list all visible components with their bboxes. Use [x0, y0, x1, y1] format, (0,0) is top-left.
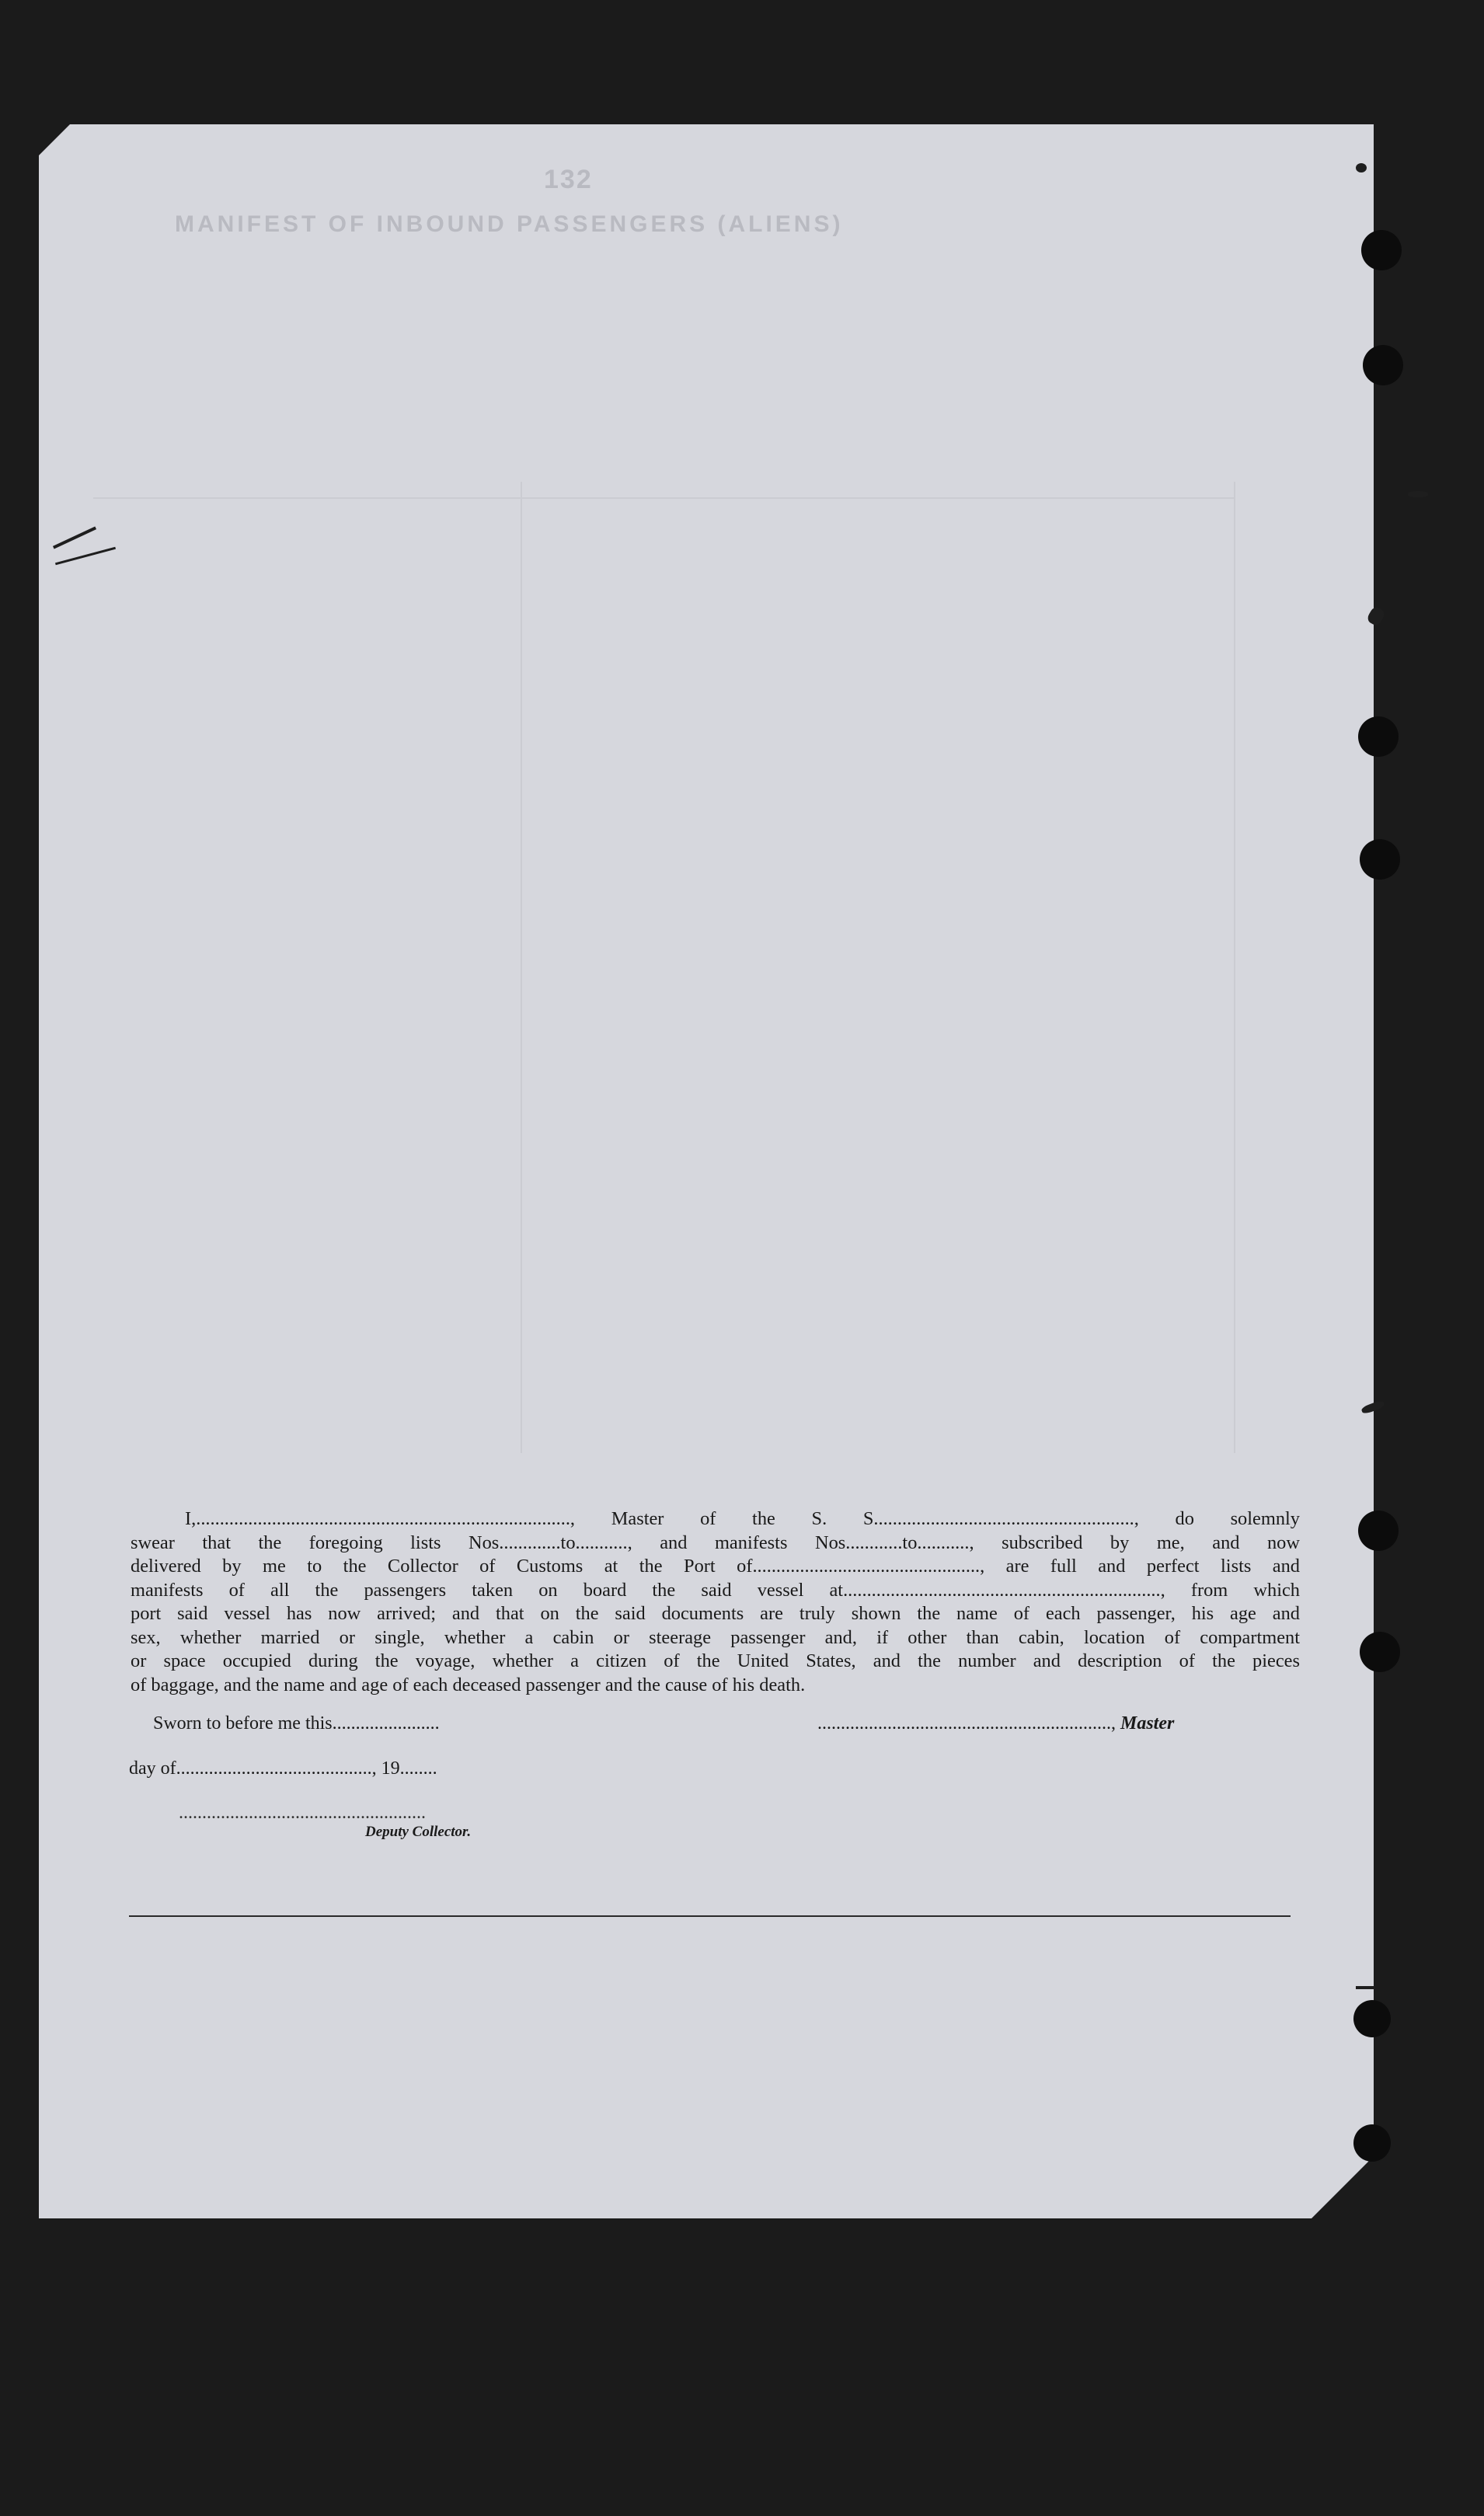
bottom-divider: [129, 1915, 1291, 1917]
folded-corner-bottom-right: [1312, 2156, 1374, 2218]
ink-stain: [1408, 491, 1428, 497]
punch-hole: [1358, 716, 1399, 757]
oath-line: of baggage, and the name and age of each deceased passenger and the cause of his death.: [131, 1674, 806, 1695]
oath-line: or space occupied during the voyage, whether a citizen of the United States, and the number and description of the pieces: [131, 1650, 1300, 1671]
faint-column-line: [521, 482, 522, 1453]
ink-stain: [1356, 1986, 1374, 1989]
punch-hole: [1363, 345, 1403, 385]
oath-line: I,..............................................................................., Master of the S. S......................................................., do solemnly: [185, 1508, 1300, 1529]
deputy-collector-label: Deputy Collector.: [365, 1824, 472, 1840]
oath-line: sex, whether married or single, whether a cabin or steerage passenger and, if other than cabin, location of compartment: [131, 1626, 1300, 1648]
oath-line: manifests of all the passengers taken on board the said vessel at..................................................................., from which: [131, 1579, 1300, 1601]
oath-line: swear that the foregoing lists Nos.............to..........., and manifests Nos............to..........., subscribed by me, and now: [131, 1532, 1300, 1553]
master-label: Master: [1120, 1713, 1175, 1734]
punch-hole: [1360, 1632, 1400, 1672]
master-signature-dots: ...............................................................,: [817, 1713, 1120, 1734]
punch-hole: [1358, 1511, 1399, 1551]
punch-hole: [1361, 230, 1402, 270]
faint-bleed-through-title: MANIFEST OF INBOUND PASSENGERS (ALIENS): [175, 211, 844, 237]
deputy-collector-signature-dots: .....................................................: [179, 1803, 426, 1823]
folded-corner-top-left: [39, 124, 70, 155]
punch-hole: [1353, 2000, 1391, 2037]
faint-row-line: [93, 497, 1235, 499]
oath-paragraph: [131, 1507, 1300, 1697]
ink-stain: [1356, 163, 1367, 172]
manifest-page: [39, 124, 1374, 2218]
faint-page-number: 132: [544, 165, 593, 194]
punch-hole: [1360, 839, 1400, 880]
faint-column-line: [1234, 482, 1235, 1453]
oath-line: delivered by me to the Collector of Customs at the Port of................................................, are full and perfect lists and: [131, 1556, 1300, 1577]
punch-hole: [1353, 2124, 1391, 2162]
day-of-line: day of.........................................., 19........: [129, 1758, 437, 1779]
sworn-before-line: Sworn to before me this.......................: [153, 1713, 440, 1734]
master-signature-line: [817, 1713, 1174, 1734]
oath-line: port said vessel has now arrived; and that on the said documents are truly shown the name of each passenger, his age and: [131, 1603, 1300, 1624]
